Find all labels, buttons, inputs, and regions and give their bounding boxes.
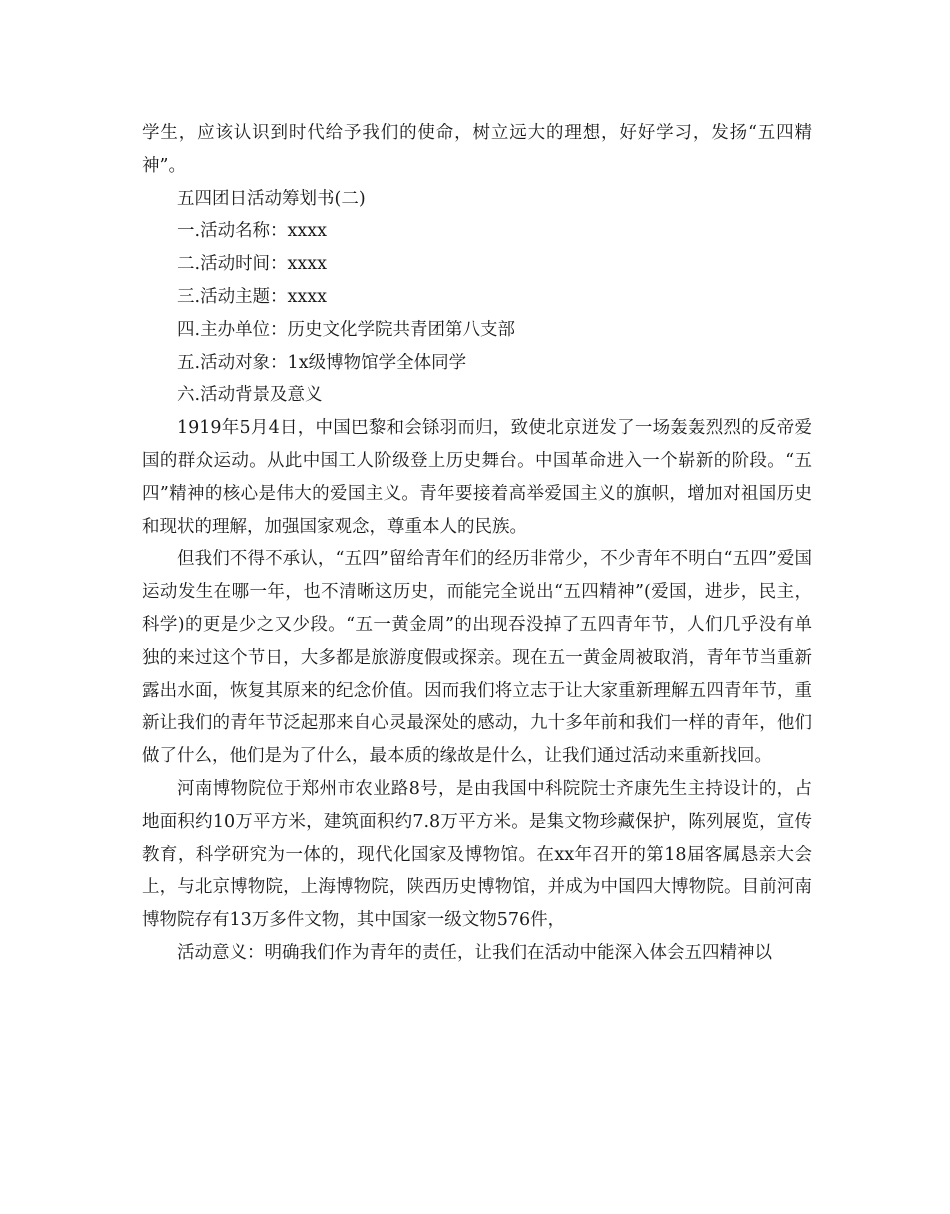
item-background-heading: 六.活动背景及意义 [177, 385, 323, 406]
paragraph-significance: 活动意义：明确我们作为青年的责任，让我们在活动中能深入体会五四精神以 [177, 942, 772, 963]
paragraph-history: 1919年5月4日，中国巴黎和会铩羽而归，致使北京迸发了一场轰轰烈烈的反帝爱国的群众运动。从此中国工人阶级登上历史舞台。中国革命进入一个崭新的阶段。“五四”精神的核心是伟大的爱国主义。青年要接着高举爱国主义的旗帜，增加对祖国历史和现状的理解，加强国家观念，尊重本人的民族。 [142, 418, 812, 537]
item-activity-theme: 三.活动主题：xxxx [177, 286, 328, 307]
paragraph-continuation: 学生，应该认识到时代给予我们的使命，树立远大的理想，好好学习，发扬“五四精神”。 [142, 123, 812, 176]
item-participants: 五.活动对象：1x级博物馆学全体同学 [177, 352, 467, 373]
paragraph-museum: 河南博物院位于郑州市农业路8号，是由我国中科院院士齐康先生主持设计的，占地面积约10万平方米，建筑面积约7.8万平方米。是集文物珍藏保护，陈列展览，宣传教育，科学研究为一体的，现代化国家及博物馆。在xx年召开的第18届客属恳亲大会上，与北京博物院，上海博物院，陕西历史博物馆，并成为中国四大博物院。目前河南博物院存有13万多件文物，其中国家一级文物576件， [142, 778, 812, 931]
item-organizer: 四.主办单位：历史文化学院共青团第八支部 [177, 319, 516, 340]
item-activity-name: 一.活动名称：xxxx [177, 221, 328, 242]
section-title: 五四团日活动筹划书(二) [177, 188, 366, 209]
item-activity-time: 二.活动时间：xxxx [177, 254, 328, 275]
paragraph-awareness: 但我们不得不承认，“五四”留给青年们的经历非常少，不少青年不明白“五四”爱国运动发生在哪一年，也不清晰这历史，而能完全说出“五四精神”(爱国，进步，民主，科学)的更是少之又少段。“五一黄金周”的出现吞没掉了五四青年节，人们几乎没有单独的来过这个节日，大多都是旅游度假或探亲。现在五一黄金周被取消，青年节当重新露出水面，恢复其原来的纪念价值。因而我们将立志于让大家重新理解五四青年节，重新让我们的青年节泛起那来自心灵最深处的感动，九十多年前和我们一样的青年，他们做了什么，他们是为了什么，最本质的缘故是什么，让我们通过活动来重新找回。 [142, 549, 812, 767]
